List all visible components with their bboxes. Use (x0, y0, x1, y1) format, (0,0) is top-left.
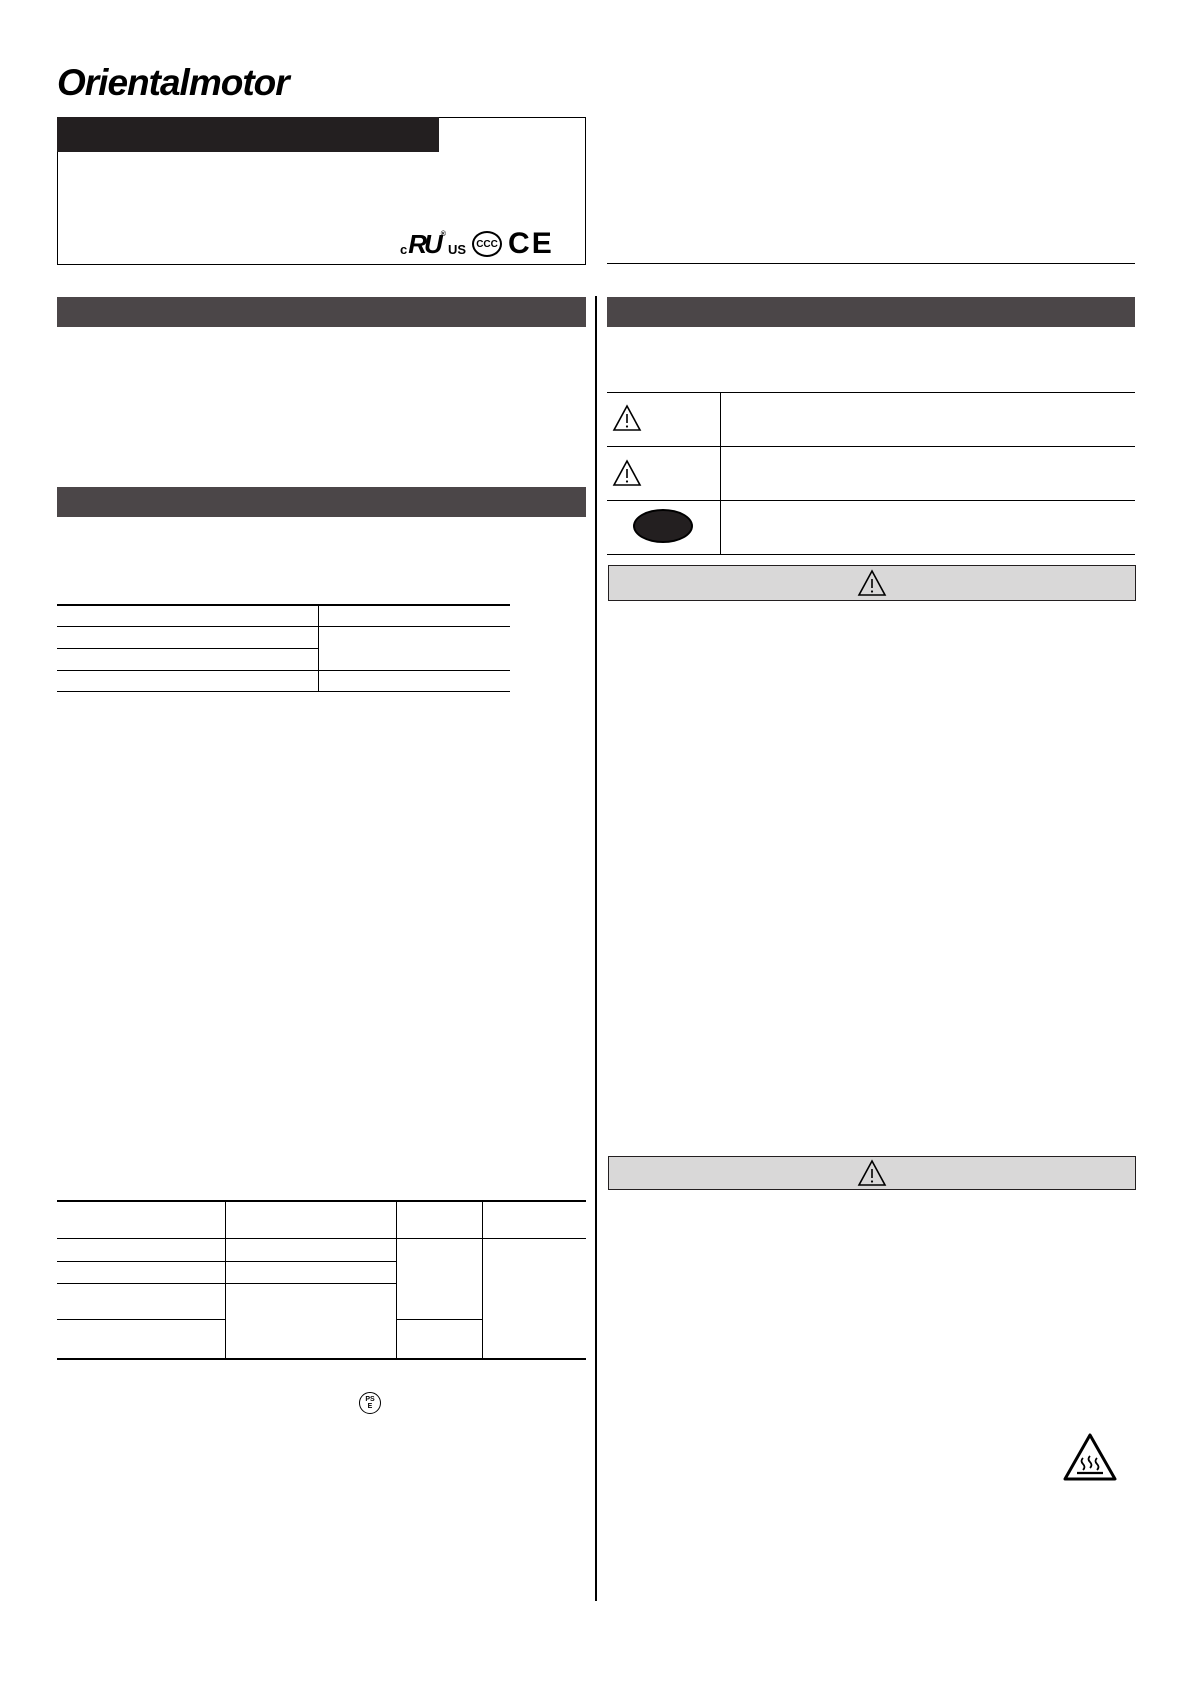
table-rule (57, 648, 318, 649)
oriental-motor-logo: Orientalmotor (57, 62, 289, 103)
column-divider (595, 296, 597, 1601)
table-column-rule (318, 604, 319, 692)
table-rule (57, 604, 510, 606)
ul-registered-label: ® (440, 231, 446, 238)
ce-mark-icon: CE (508, 227, 554, 260)
table-rule (57, 691, 510, 692)
hot-surface-warning-icon (1062, 1432, 1118, 1482)
signal-table-rule (607, 554, 1135, 555)
signal-table-rule (607, 392, 1135, 393)
table-column-rule (396, 1200, 397, 1359)
table-rule (57, 1238, 586, 1239)
ul-c-label: c (400, 242, 408, 257)
title-bar (57, 117, 439, 152)
note-oval-icon (633, 509, 693, 543)
pse-mark-icon (359, 1392, 381, 1414)
certification-marks (400, 228, 554, 260)
section-bar-left-1 (57, 297, 586, 327)
warning-triangle-icon (612, 404, 642, 432)
pse-top-label: PS (365, 1396, 375, 1403)
table-rule (57, 1283, 396, 1284)
caution-triangle-icon (612, 459, 642, 487)
table-rule (57, 1200, 586, 1202)
warning-triangle-icon (857, 569, 887, 597)
signal-table-column-rule (720, 392, 721, 554)
ccc-mark-icon: CCC (472, 231, 502, 257)
table-rule (57, 1319, 225, 1320)
table-rule (57, 626, 510, 627)
caution-header-box (608, 1156, 1136, 1190)
signal-table-rule (607, 500, 1135, 501)
section-bar-right-1 (607, 297, 1135, 327)
table-rule (57, 1261, 396, 1262)
table-column-rule (482, 1200, 483, 1359)
caution-triangle-icon (857, 1159, 887, 1187)
table-rule (57, 1358, 586, 1360)
header-rule (607, 263, 1135, 264)
table-column-rule (225, 1200, 226, 1359)
specifications-table (57, 1200, 586, 1360)
table-rule (396, 1319, 482, 1320)
signal-table-rule (607, 446, 1135, 447)
pse-bottom-label: E (367, 1403, 373, 1410)
ul-us-label: US (447, 242, 467, 257)
ul-ru-label: RU (408, 229, 440, 259)
ul-mark-icon (400, 231, 466, 257)
warning-header-box (608, 565, 1136, 601)
table-rule (57, 670, 510, 671)
section-bar-left-2 (57, 487, 586, 517)
product-table (57, 604, 510, 692)
